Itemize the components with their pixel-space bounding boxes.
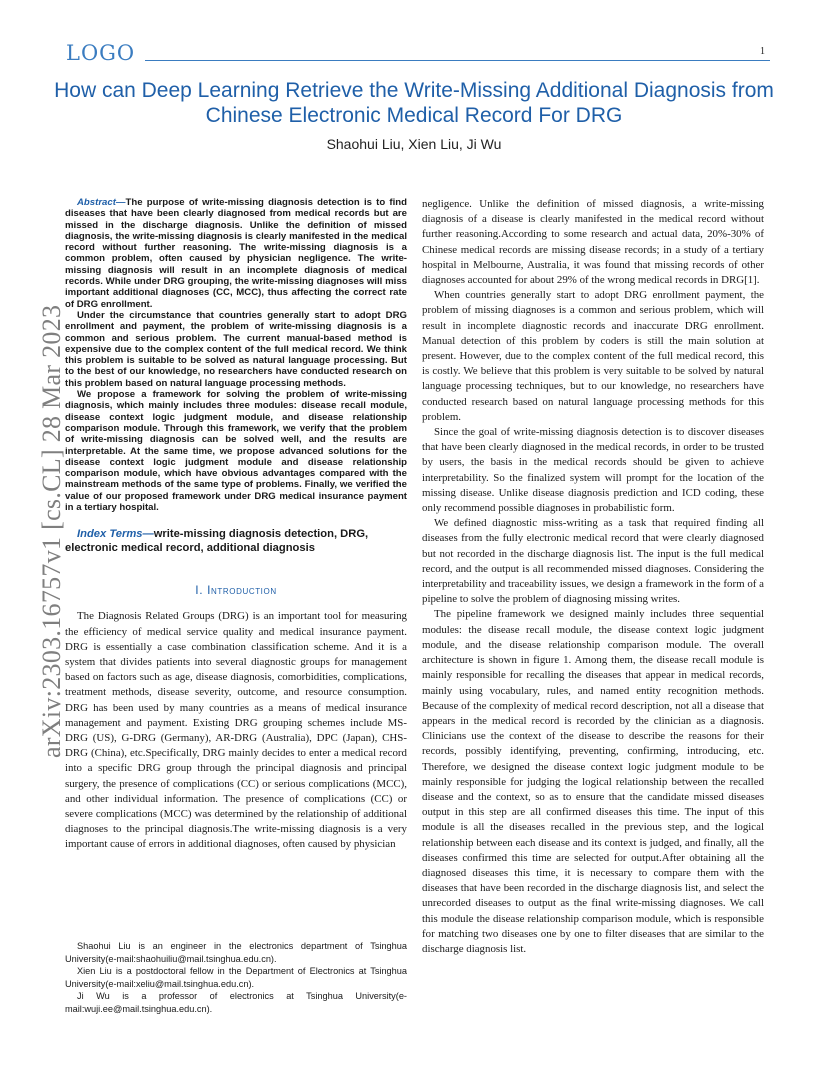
body-paragraph: The Diagnosis Related Groups (DRG) is an important tool for measuring the efficiency of medical service quality and medical insurance payment. DRG is essentially a case combination classification scheme. And it is a system that divides patients into several diagnostic groups for management based on factors such as age, disease diagnosis, comorbidities, complications, treatment methods, disease severity, outcome, and resource consumption. DRG has been used by many countries as a means of medical insurance management and payment. Existing DRG grouping schemes include MS-DRG (US), G-DRG (Germany), AR-DRG (Australia), DPC (Japan), CHS-DRG (China), etc.Specifically, DRG mainly decides to enter a medical record into a specific DRG group through the principal diagnosis and principal surgery, the presence of complications (CC) or serious complications (MCC), and other individual information. The presence of complications (CC) or severe complications (MCC) was determined by the relationship of additional diagnoses to the principal diagnosis.The write-missing diagnosis is a very important cause of errors in additional diagnoses, often caused by physician — [65, 610, 407, 851]
left-column — [65, 197, 407, 853]
footnote: Ji Wu is a professor of electronics at Tsinghua University(e-mail:wuji.ee@mail.tsinghua.edu.cn). — [65, 991, 407, 1014]
section-heading: I. Introduction — [195, 583, 277, 598]
abstract-text: The purpose of write-missing diagnosis detection is to find diseases that have been clearly diagnosed from medical records but are missed in the discharge diagnosis. Unlike the definition of missed diagnosis, the write-missing diagnosis is clearly manifested in the medical record without further reasoning. The write-missing diagnosis is a common problem, often caused by physician negligence. The write-missing diagnosis will result in an incomplete diagnosis of medical records. While under DRG grouping, the write-missing diagnoses will miss important additional diagnoses (CC, MCC), thus affecting the correct rate of DRG enrollment. — [65, 197, 407, 310]
header-rule — [145, 60, 770, 61]
body-paragraph: Since the goal of write-missing diagnosis detection is to discover diseases that have been clearly diagnosed in the medical records, in order to be trusted by users, the basis in the medical records should be given to achieve interpretability. So the finalized system will prompt for the location of the missing disease. Unlike disease diagnosis prediction and ICD coding, these only recommend possible diagnoses in probabilistic form. — [422, 426, 764, 515]
page-number: 1 — [760, 46, 765, 57]
body-paragraph: When countries generally start to adopt DRG enrollment payment, the problem of missing diagnoses is a common and serious problem, which will result in incomplete diagnostic records and inaccurate DRG enrollment. Manual detection of this problem by coders is still the main solution at present. However, due to the complex content of the full medical record, this is costly. We believe that this problem is very suitable to be solved by natural language processing techniques, but to our knowledge, no researchers have conducted research based on natural language processing methods for this problem. — [422, 289, 764, 423]
abstract-paragraph — [65, 197, 407, 310]
index-terms-text: write-missing diagnosis detection, DRG, electronic medical record, additional diagnosis — [65, 528, 369, 555]
footnote: Shaohui Liu is an engineer in the electronics department of Tsinghua University(e-mail:shaohuiliu@mail.tsinghua.edu.cn). — [65, 941, 407, 964]
body-paragraph: We defined diagnostic miss-writing as a task that required finding all diseases from the fully electronic medical record that were clearly diagnosed but not recorded in the discharge diagnosis list. The input is the full medical record, and the output is all recommended missed diagnoses. Considering the interpretability and traceability issues, we design a framework in the form of a pipeline to solve the problem of diagnosing missing writes. — [422, 517, 764, 606]
index-terms-label: Index Terms— — [77, 528, 154, 541]
footnotes — [65, 940, 407, 1016]
index-terms — [65, 527, 407, 555]
arxiv-stamp: arXiv:2303.16757v1 [cs.CL] 28 Mar 2023 — [37, 304, 66, 758]
abstract-paragraph: We propose a framework for solving the problem of write-missing diagnosis, which mainly includes three modules: disease recall module, disease context logic judgment module, and disease relationship comparison module. Through this framework, we verify that the problem of write-missing diagnosis can be solved well, and the results are interpretable. At the same time, we propose advanced solutions for the disease context logic judgment module and disease relationship comparison module, which have obvious advantages compared with the mainstream methods of the same type of problems. Finally, we verified the value of our proposed framework under DRG medical insurance payment in a tertiary hospital. — [65, 389, 407, 514]
body-paragraph: negligence. Unlike the definition of missed diagnosis, a write-missing diagnosis of a disease is clearly manifested in the medical record without further reasoning.According to some research and actual data, 20%-30% of Chinese medical records are missing disease records; in a study of a tertiary hospital in Melbourne, Australia, it was found that missing records of other diagnoses accounted for about 29% of the wrong medical records in DRG[1]. — [422, 198, 764, 287]
logo: LOGO — [66, 41, 136, 65]
right-column — [422, 197, 764, 957]
footnote: Xien Liu is a postdoctoral fellow in the Department of Electronics at Tsinghua University(e-mail:xeliu@mail.tsinghua.edu.cn). — [65, 966, 407, 989]
abstract-label: Abstract— — [77, 197, 126, 208]
abstract-paragraph: Under the circumstance that countries generally start to adopt DRG enrollment and payment, the problem of write-missing diagnosis is a common and serious problem. The current manual-based method is expensive due to the complex content of the full medical record. We think this problem is suitable to be solved as natural language processing. But to the best of our knowledge, no researchers have conducted research on this problem based on natural language processing methods. — [65, 309, 407, 389]
paper-authors: Shaohui Liu, Xien Liu, Ji Wu — [326, 136, 502, 152]
paper-title: How can Deep Learning Retrieve the Write-Missing Additional Diagnosis from Chinese Electronic Medical Record For DRG — [54, 79, 774, 127]
body-paragraph: The pipeline framework we designed mainly includes three sequential modules: the disease recall module, the disease context logic judgment module, and the disease relationship comparison module. The overall architecture is shown in figure 1. Among them, the disease recall module is mainly responsible for recalling the diseases that appear in medical records, mainly using vocabulary, rules, and named entity recognition methods. Because of the complexity of medical record description, not all a disease that appears in the medical record is recorded by the clinician as a diagnosis. Clinicians use the context of the disease to describe the reasons for their records, possibly identifying, preventing, confirming, introducing, etc. Therefore, we designed the disease context logic judgment module to be mainly responsible for judging the logical relationship between the recalled disease and the context, so as to ensure that the candidate missed diseases output in this step are all confirmed diseases this time. The input of this module is all the diseases recalled in the previous step, and the logical relationship between each disease and its context is judged, and finally, all the diseases confirmed this time are selected for output.After obtaining all the diagnosed diseases this time, it is necessary to compare them with the diseases that have been recorded in the discharge diagnosis list, and select the unrecorded diseases to output as the final write-missing diagnoses. We call this module the disease relationship comparison module, which is responsible for matching two diseases one by one to filter diseases that are similar to the discharge diagnosis list. — [422, 608, 764, 955]
